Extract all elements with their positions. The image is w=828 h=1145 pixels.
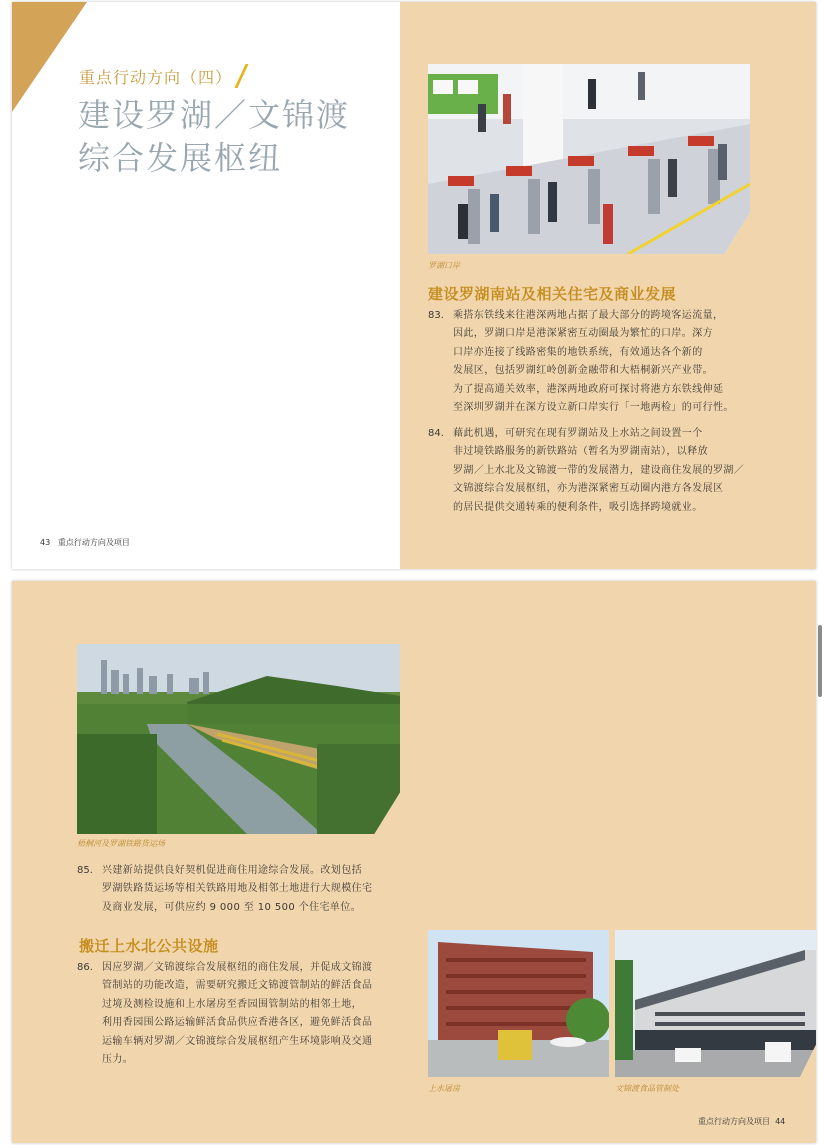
paragraph-line: 非过境铁路服务的新铁路站（暂名为罗湖南站），以释放 [453, 446, 708, 458]
page-number: 44 [775, 1117, 786, 1126]
control-office-photo-illustration [615, 930, 816, 1077]
paragraph-line: 为了提高通关效率，港深两地政府可探讨将港方东铁线伸延 [453, 383, 724, 395]
chapter-title [78, 94, 378, 180]
section-subheading-relocation: 搬迁上水北公共设施 [79, 937, 219, 955]
page-43-right-panel [400, 2, 816, 569]
sheung-shui-slaughterhouse-photo [428, 930, 609, 1077]
paragraph-number: 83. [428, 310, 444, 321]
paragraph-number: 84. [428, 428, 444, 439]
river-photo-caption: 梧桐河及罗湖铁路货运场 [77, 839, 165, 848]
river-freight-yard-photo [77, 644, 400, 834]
lo-wu-photo-illustration [428, 64, 750, 254]
river-photo-illustration [77, 644, 400, 834]
paragraph-line: 至深圳罗湖并在深方设立新口岸实行「一地两检」的可行性。 [453, 402, 734, 414]
paragraph-83 [428, 307, 788, 417]
section-kicker-text: 重点行动方向（四） [79, 68, 233, 87]
slaughterhouse-photo-illustration [428, 930, 609, 1077]
chapter-title-line-2: 综合发展枢纽 [78, 139, 283, 177]
footer-section-name: 重点行动方向及项目 [698, 1117, 770, 1126]
paragraph-line: 藉此机遇，可研究在现有罗湖站及上水站之间设置一个 [453, 428, 703, 439]
page-43 [12, 2, 816, 569]
page-43-footer [40, 537, 130, 548]
paragraph-number: 85. [77, 865, 93, 876]
paragraph-body [453, 425, 788, 517]
paragraph-line: 乘搭东铁线来往港深两地占据了最大部分的跨境客运流量， [453, 310, 724, 321]
page-number: 43 [40, 538, 51, 547]
section-subheading-lo-wu-south: 建设罗湖南站及相关住宅及商业发展 [428, 285, 677, 303]
chapter-title-line-1: 建设罗湖／文锦渡 [78, 96, 351, 134]
paragraph-line: 文锦渡综合发展枢纽，亦为港深紧密互动圈内港方各发展区 [453, 483, 724, 495]
paragraph-body [102, 862, 417, 917]
paragraph-line: 口岸亦连接了线路密集的地铁系统，有效通达各个新的 [453, 346, 703, 358]
paragraph-line: 过境及测检设施和上水屠房至香园围管制站的相邻土地， [102, 998, 362, 1010]
man-kam-to-food-control-office-photo [615, 930, 816, 1077]
paragraph-line: 兴建新站提供良好契机促进商住用途综合发展。改划包括 [102, 865, 362, 876]
paragraph-line: 发展区，包括罗湖红岭创新金融带和大梧桐新兴产业带。 [453, 365, 713, 377]
paragraph-line: 罗湖铁路货运场等相关铁路用地及相邻土地进行大规模住宅 [102, 883, 373, 895]
control-office-caption: 文锦渡食品管制处 [615, 1084, 679, 1093]
paragraph-body [102, 959, 417, 1069]
paragraph-86 [77, 959, 417, 1069]
paragraph-84 [428, 425, 788, 517]
paragraph-line: 管制站的功能改造，需要研究搬迁文锦渡管制站的鲜活食品 [102, 980, 373, 992]
paragraph-line: 压力。 [102, 1054, 134, 1066]
paragraph-line: 利用香园围公路运输鲜活食品供应香港各区，避免鲜活食品 [102, 1017, 373, 1029]
footer-section-name: 重点行动方向及项目 [57, 538, 130, 547]
slaughterhouse-caption: 上水屠房 [428, 1084, 460, 1093]
paragraph-line: 因应罗湖／文锦渡综合发展枢纽的商住发展，并促成文锦渡 [102, 962, 373, 973]
page-43-left-panel [12, 2, 400, 569]
paragraph-body [453, 307, 788, 417]
paragraph-85 [77, 862, 417, 917]
paragraph-line: 运输车辆对罗湖／文锦渡综合发展枢纽产生环境影响及交通 [102, 1035, 373, 1047]
paragraph-number: 86. [77, 962, 93, 973]
page-44 [12, 581, 816, 1143]
paragraph-line: 的居民提供交通转乘的便利条件，吸引选择跨境就业。 [453, 501, 703, 513]
section-kicker [79, 64, 243, 88]
paragraph-line: 因此，罗湖口岸是港深紧密互动圈最为繁忙的口岸。深方 [453, 328, 713, 340]
corner-accent-triangle [12, 2, 87, 112]
paragraph-line: 及商业发展，可供应约 9 000 至 10 500 个住宅单位。 [102, 901, 362, 913]
lo-wu-photo-caption: 罗湖口岸 [428, 261, 460, 270]
lo-wu-control-point-photo [428, 64, 750, 254]
viewer-scrollbar-thumb[interactable] [818, 625, 822, 697]
paragraph-line: 罗湖／上水北及文锦渡一带的发展潜力，建设商住发展的罗湖／ [453, 464, 745, 476]
page-44-footer [698, 1116, 785, 1127]
kicker-slash-accent [234, 64, 248, 88]
